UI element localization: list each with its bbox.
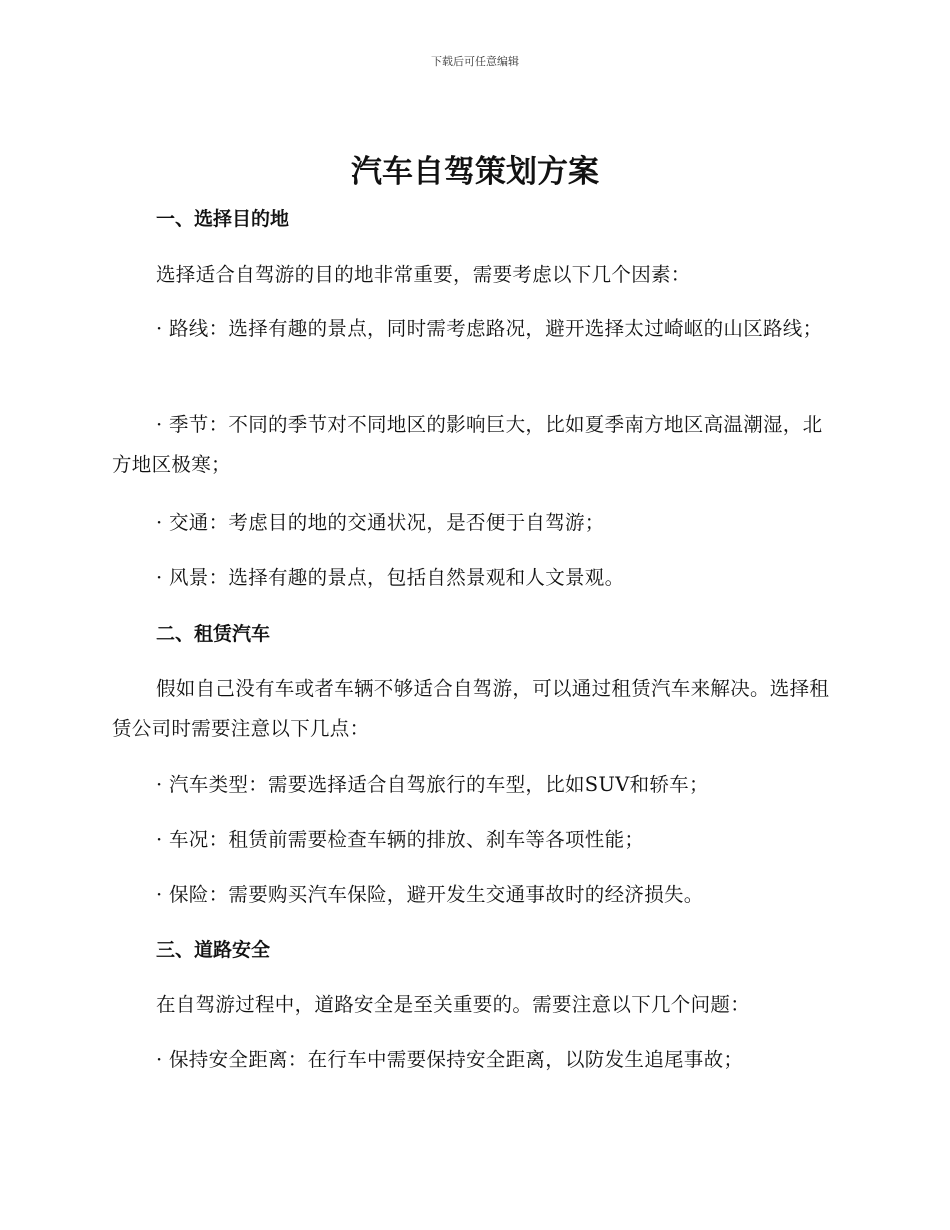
document-title: 汽车自驾策划方案 [351, 154, 599, 190]
paragraph-block [112, 669, 832, 749]
section-destination [112, 207, 832, 231]
section-heading: 一、选择目的地 [156, 208, 290, 230]
bullet-block [112, 765, 832, 805]
bullet-block [112, 503, 832, 543]
bullet-block [112, 875, 832, 915]
bullet-item: · 风景：选择有趣的景点，包括自然景观和人文景观。 [156, 566, 625, 589]
bullet-block [112, 820, 832, 860]
bullet-block [112, 309, 832, 349]
section-road-safety [112, 938, 832, 962]
page-header-note: 下载后可任意编辑 [431, 55, 519, 68]
paragraph: 假如自己没有车或者车辆不够适合自驾游，可以通过租赁汽车来解决。选择租赁公司时需要注意以下几点： [112, 677, 830, 740]
paragraph: 选择适合自驾游的目的地非常重要，需要考虑以下几个因素： [156, 263, 691, 286]
bullet-block [112, 558, 832, 598]
bullet-item: · 路线：选择有趣的景点，同时需考虑路况，避开选择太过崎岖的山区路线； [156, 317, 823, 340]
bullet-item: · 季节：不同的季节对不同地区的影响巨大，比如夏季南方地区高温潮湿，北方地区极寒； [112, 413, 823, 476]
section-rental [112, 622, 832, 646]
section-heading: 二、租赁汽车 [156, 623, 271, 645]
bullet-item: · 车况：租赁前需要检查车辆的排放、刹车等各项性能； [156, 828, 645, 851]
section-heading: 三、道路安全 [156, 939, 271, 961]
bullet-item: · 保险：需要购买汽车保险，避开发生交通事故时的经济损失。 [156, 883, 704, 906]
paragraph: 在自驾游过程中，道路安全是至关重要的。需要注意以下几个问题： [156, 993, 751, 1016]
bullet-block [112, 405, 832, 485]
bullet-item: · 交通：考虑目的地的交通状况，是否便于自驾游； [156, 511, 605, 534]
bullet-block [112, 1040, 832, 1080]
section-destination-body [112, 255, 832, 295]
bullet-item: · 保持安全距离：在行车中需要保持安全距离，以防发生追尾事故； [156, 1048, 744, 1071]
paragraph-block [112, 985, 832, 1025]
bullet-item: · 汽车类型：需要选择适合自驾旅行的车型，比如SUV和轿车； [156, 773, 709, 796]
